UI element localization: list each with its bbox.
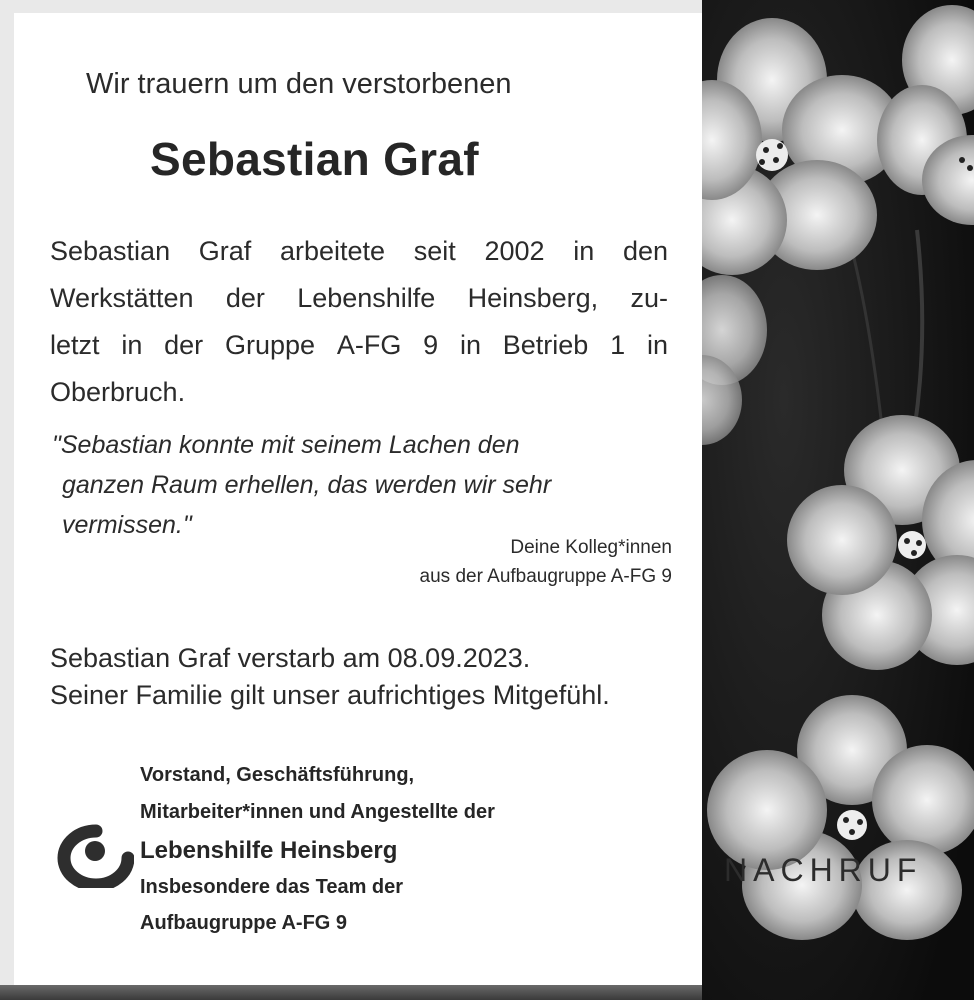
bio-word: der bbox=[225, 283, 265, 313]
bio-word: letzt bbox=[50, 330, 100, 360]
bio-word: in bbox=[573, 236, 595, 266]
side-label-nachruf: NACHRUF bbox=[724, 852, 923, 888]
lebenshilfe-logo-icon bbox=[50, 822, 134, 888]
bio-word: den bbox=[622, 236, 668, 266]
bio-word: zu- bbox=[630, 283, 668, 313]
sender-organization: Lebenshilfe Heinsberg bbox=[140, 837, 398, 864]
bio-word: Sebastian bbox=[50, 236, 171, 266]
death-date-line: Sebastian Graf verstarb am 08.09.2023. bbox=[50, 643, 531, 673]
sender-line-4: Insbesondere das Team der bbox=[140, 876, 404, 898]
intro-line: Wir trauern um den verstorbenen bbox=[86, 68, 512, 100]
bio-word: in bbox=[459, 330, 481, 360]
bio-word: A-FG bbox=[336, 330, 402, 360]
bio-word: in bbox=[121, 330, 143, 360]
bio-line-4: Oberbruch. bbox=[50, 377, 186, 407]
bio-word: 9 bbox=[423, 330, 439, 360]
geranium-flowers-image bbox=[702, 0, 974, 1000]
colleague-quote bbox=[52, 425, 551, 545]
deceased-name: Sebastian Graf bbox=[150, 133, 479, 185]
bio-line-2 bbox=[50, 275, 668, 322]
condolence-line: Seiner Familie gilt unser aufrichtiges Mitgefühl. bbox=[50, 680, 610, 710]
bio-line-1 bbox=[50, 228, 668, 275]
bio-word: Werkstätten bbox=[50, 283, 194, 313]
bio-word: Gruppe bbox=[224, 330, 316, 360]
bio-word: 2002 bbox=[484, 236, 545, 266]
bottom-shadow-bar bbox=[0, 985, 702, 1000]
quote-signature-line-2: aus der Aufbaugruppe A-FG 9 bbox=[419, 566, 672, 587]
quote-line-1: "Sebastian konnte mit seinem Lachen den bbox=[52, 431, 520, 459]
sender-line-5: Aufbaugruppe A-FG 9 bbox=[140, 912, 348, 934]
sender-line-1: Vorstand, Geschäftsführung, bbox=[140, 764, 415, 786]
sender-line-2: Mitarbeiter*innen und Angestellte der bbox=[140, 801, 495, 823]
bio-word: arbeitete bbox=[279, 236, 386, 266]
bio-word: Lebenshilfe bbox=[297, 283, 436, 313]
bio-word: seit bbox=[413, 236, 456, 266]
quote-signature-line-1: Deine Kolleg*innen bbox=[510, 537, 672, 558]
bio-word: der bbox=[164, 330, 204, 360]
bio-word: Heinsberg, bbox=[467, 283, 599, 313]
bio-word: 1 bbox=[610, 330, 626, 360]
bio-word: Betrieb bbox=[502, 330, 589, 360]
bio-word: Graf bbox=[198, 236, 252, 266]
bio-line-3 bbox=[50, 322, 668, 369]
quote-line-3: vermissen." bbox=[62, 511, 192, 539]
quote-line-2: ganzen Raum erhellen, das werden wir sehr bbox=[62, 471, 552, 499]
bio-word: in bbox=[646, 330, 668, 360]
biography-paragraph bbox=[50, 228, 668, 416]
